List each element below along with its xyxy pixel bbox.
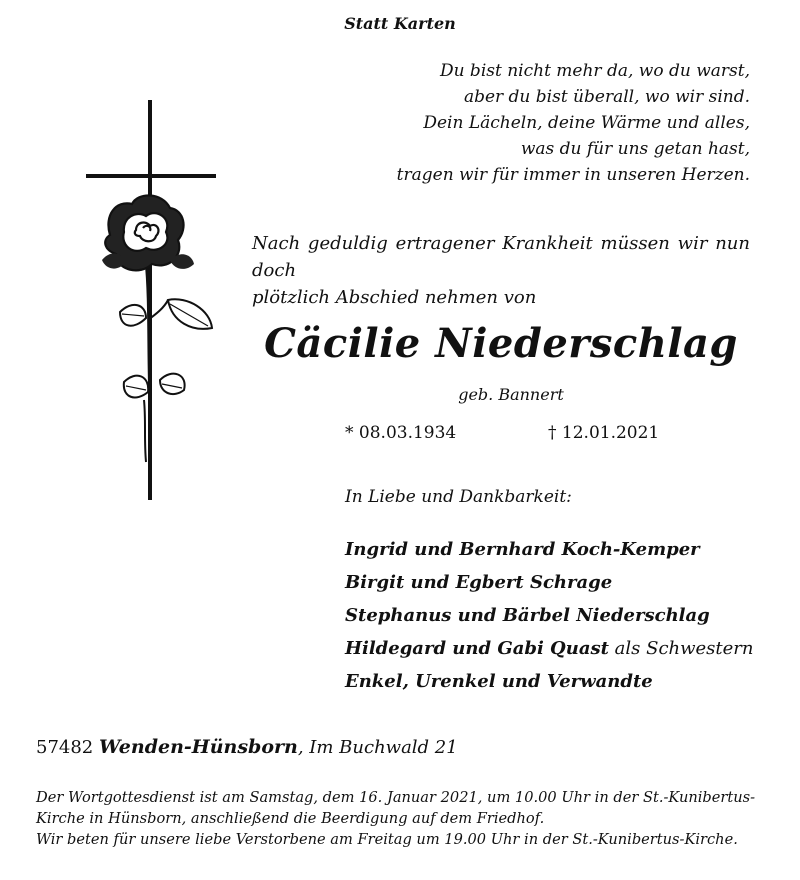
mourners-list [345,533,754,698]
service-line: Wir beten für unsere liebe Verstorbene am Freitag um 19.00 Uhr in der St.-Kunibertus-Kirche. [36,831,738,848]
mourner-entry [345,665,754,698]
service-line: Kirche in Hünsborn, anschließend die Beerdigung auf dem Friedhof. [36,810,545,827]
birth-name: geb. Bannert [458,385,564,404]
mourner-entry [345,599,754,632]
poem-line: tragen wir für immer in unseren Herzen. [396,165,750,185]
mourner-name: Enkel, Urenkel und Verwandte [345,671,653,692]
mourner-relation: als Schwestern [608,638,754,659]
intro-text [252,230,750,311]
mourner-entry [345,533,754,566]
poem-line: aber du bist überall, wo wir sind. [463,87,750,107]
cross-with-rose-icon [80,100,220,505]
intro-line: Nach geduldig ertragener Krankheit müssen wir nun doch [252,233,750,281]
mourner-entry [345,566,754,599]
mourner-name: Stephanus und Bärbel Niederschlag [345,605,710,626]
mourner-entry [345,632,754,665]
service-info [36,787,766,850]
birth-date: * 08.03.1934 [345,423,457,443]
address [36,736,458,758]
header-title: Statt Karten [344,14,456,33]
mourner-name: Birgit und Egbert Schrage [345,572,613,593]
death-date: † 12.01.2021 [548,423,660,443]
mourner-name: Ingrid und Bernhard Koch-Kemper [345,539,700,560]
poem-line: Du bist nicht mehr da, wo du warst, [439,61,750,81]
mourners-intro: In Liebe und Dankbarkeit: [345,487,572,507]
address-zip: 57482 [36,737,94,758]
mourner-name: Hildegard und Gabi Quast [345,638,609,659]
address-street: , Im Buchwald 21 [297,737,458,758]
intro-line: plötzlich Abschied nehmen von [252,287,537,308]
service-line: Der Wortgottesdienst ist am Samstag, dem 16. Januar 2021, um 10.00 Uhr in der St.-Kunibertus- [36,789,756,806]
poem-line: was du für uns getan hast, [520,139,750,159]
poem [397,58,750,188]
deceased-name: Cäcilie Niederschlag [264,320,738,367]
poem-line: Dein Lächeln, deine Wärme und alles, [423,113,750,133]
address-city: Wenden-Hünsborn [99,736,298,758]
